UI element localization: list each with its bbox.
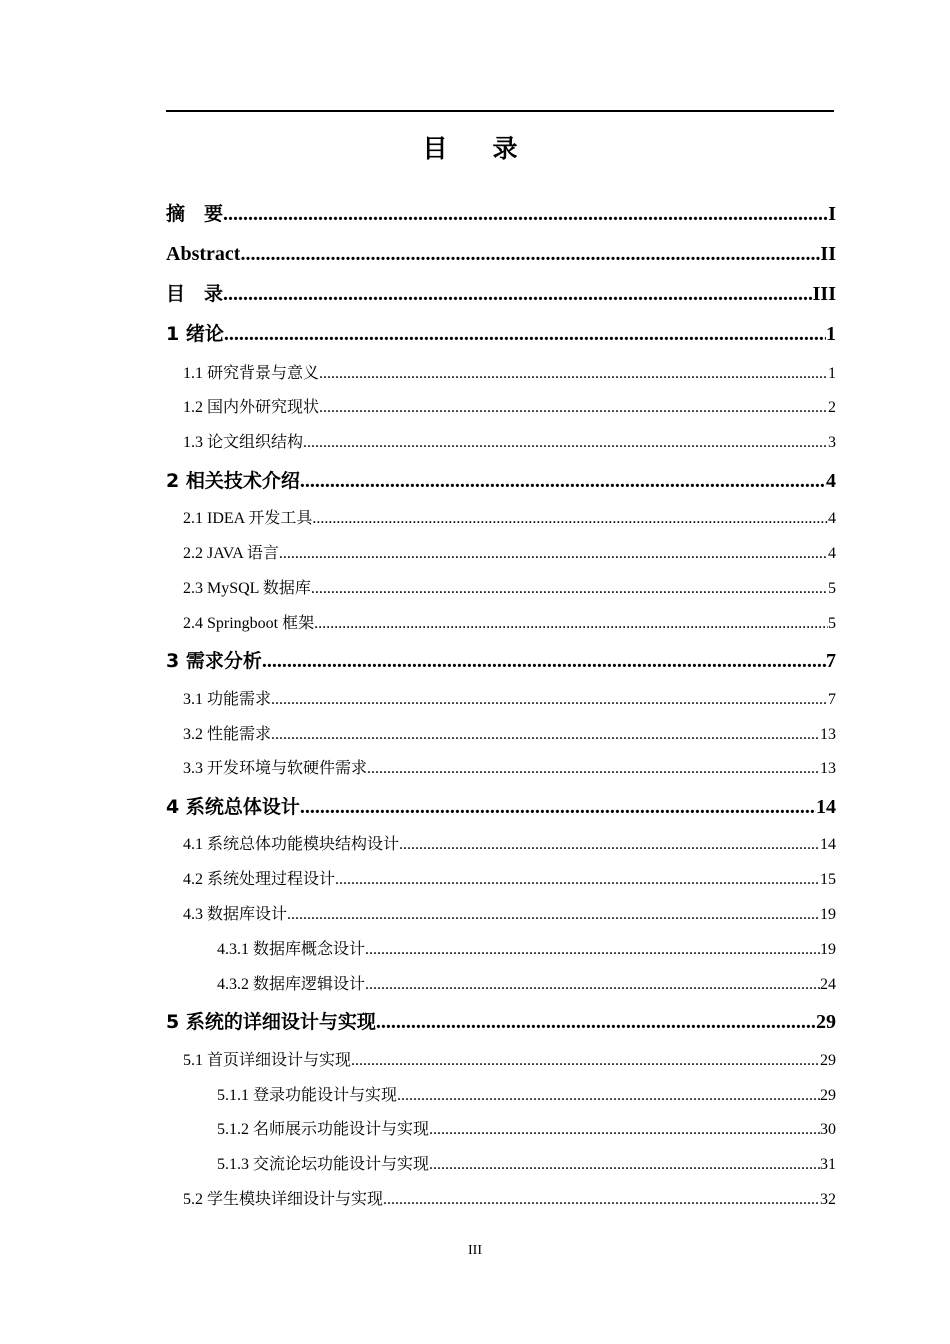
toc-entry-label: 摘 要 <box>166 203 224 225</box>
toc-entry-label: 3.3 开发环境与软硬件需求 <box>183 760 368 777</box>
toc-entry[interactable] <box>166 279 836 309</box>
dot-leader <box>383 1187 820 1213</box>
toc-entry-label: 3.1 功能需求 <box>183 691 272 708</box>
toc-entry[interactable] <box>217 1152 836 1178</box>
toc-entry-page: 5 <box>828 580 836 597</box>
toc-entry-label: 4.2 系统处理过程设计 <box>183 871 336 888</box>
toc-entry[interactable] <box>166 199 836 229</box>
toc-entry[interactable] <box>183 756 836 782</box>
dot-leader <box>314 611 828 637</box>
toc-entry-label: 4.1 系统总体功能模块结构设计 <box>183 836 400 853</box>
dot-leader <box>262 646 826 676</box>
toc-entry-page: 13 <box>820 760 836 777</box>
dot-leader <box>271 722 820 748</box>
toc-entry-page: 19 <box>820 941 836 958</box>
toc-entry[interactable] <box>183 1187 836 1213</box>
toc-entry-page: 32 <box>820 1191 836 1208</box>
toc-entry-page: 13 <box>820 726 836 743</box>
toc-entry-page: 19 <box>820 906 836 923</box>
toc-entry-page: 1 <box>826 323 836 345</box>
toc-entry[interactable] <box>183 430 836 456</box>
toc-entry-page: 24 <box>820 976 836 993</box>
toc-entry-label: 1.2 国内外研究现状 <box>183 399 320 416</box>
dot-leader <box>223 199 828 229</box>
toc-entry-label: 3 需求分析 <box>166 650 262 672</box>
toc-entry-label: 5 系统的详细设计与实现 <box>166 1011 376 1033</box>
toc-entry[interactable] <box>183 902 836 928</box>
page-number-footer: III <box>468 1243 482 1258</box>
toc-entry-label: 2.3 MySQL 数据库 <box>183 580 311 597</box>
toc-entry-page: 2 <box>828 399 836 416</box>
toc-entry-label: 2.1 IDEA 开发工具 <box>183 510 313 527</box>
toc-entry-label: 3.2 性能需求 <box>183 726 272 743</box>
dot-leader <box>319 361 828 387</box>
dot-leader <box>312 506 828 532</box>
toc-entry[interactable] <box>166 792 836 822</box>
dot-leader <box>271 687 828 713</box>
toc-entry-label: 5.2 学生模块详细设计与实现 <box>183 1191 384 1208</box>
toc-entry-label: 5.1 首页详细设计与实现 <box>183 1052 352 1069</box>
toc-entry-label: 1 绪论 <box>166 323 224 345</box>
dot-leader <box>279 541 828 567</box>
toc-entry[interactable] <box>183 611 836 637</box>
dot-leader <box>376 1007 816 1037</box>
toc-entry-label: 1.1 研究背景与意义 <box>183 365 320 382</box>
toc-entry-label: 2.2 JAVA 语言 <box>183 545 279 562</box>
toc-entry[interactable] <box>217 972 836 998</box>
toc-entry-page: 7 <box>828 691 836 708</box>
toc-entry-label: 5.1.1 登录功能设计与实现 <box>217 1087 398 1104</box>
toc-entry-label: 4.3.2 数据库逻辑设计 <box>217 976 366 993</box>
toc-entry[interactable] <box>217 1083 836 1109</box>
toc-entry[interactable] <box>183 361 836 387</box>
toc-entry-label: 目 录 <box>166 283 224 305</box>
toc-entry[interactable] <box>183 867 836 893</box>
toc-entry[interactable] <box>166 1007 836 1037</box>
toc-entry-page: 5 <box>828 615 836 632</box>
dot-leader <box>399 832 820 858</box>
dot-leader <box>300 466 826 496</box>
dot-leader <box>397 1083 820 1109</box>
toc-entry-label: 2.4 Springboot 框架 <box>183 615 315 632</box>
dot-leader <box>223 279 813 309</box>
toc-entry-page: 7 <box>826 650 836 672</box>
dot-leader <box>287 902 820 928</box>
toc-entry-label: Abstract <box>166 243 241 265</box>
toc-entry-page: 29 <box>816 1011 836 1033</box>
toc-entry-label: 4.3 数据库设计 <box>183 906 288 923</box>
dot-leader <box>319 395 828 421</box>
dot-leader <box>335 867 820 893</box>
dot-leader <box>365 972 820 998</box>
toc-entry[interactable] <box>183 832 836 858</box>
dot-leader <box>351 1048 820 1074</box>
toc-entry-page: 31 <box>820 1156 836 1173</box>
toc-entry-page: 29 <box>820 1052 836 1069</box>
toc-entry-page: I <box>828 203 836 225</box>
toc-entry[interactable] <box>183 506 836 532</box>
toc-entry[interactable] <box>217 937 836 963</box>
toc-entry[interactable] <box>183 395 836 421</box>
toc-entry-page: 4 <box>828 510 836 527</box>
dot-leader <box>311 576 828 602</box>
toc-entry-page: 1 <box>828 365 836 382</box>
page-title: 目 录 <box>422 134 528 163</box>
toc-entry[interactable] <box>166 239 836 269</box>
toc-entry-page: 3 <box>828 434 836 451</box>
toc-entry-label: 2 相关技术介绍 <box>166 470 300 492</box>
toc-entry-label: 5.1.3 交流论坛功能设计与实现 <box>217 1156 430 1173</box>
toc-entry[interactable] <box>183 576 836 602</box>
toc-entry-page: 14 <box>820 836 836 853</box>
toc-entry[interactable] <box>183 541 836 567</box>
toc-entry-page: II <box>820 243 836 265</box>
toc-entry-label: 4.3.1 数据库概念设计 <box>217 941 366 958</box>
toc-entry-label: 5.1.2 名师展示功能设计与实现 <box>217 1121 430 1138</box>
toc-entry[interactable] <box>166 319 836 349</box>
toc-entry-page: 29 <box>820 1087 836 1104</box>
toc-entry[interactable] <box>166 646 836 676</box>
dot-leader <box>303 430 828 456</box>
dot-leader <box>429 1152 820 1178</box>
toc-entry[interactable] <box>183 1048 836 1074</box>
dot-leader <box>240 239 820 269</box>
toc-entry-label: 4 系统总体设计 <box>166 796 300 818</box>
dot-leader <box>429 1117 820 1143</box>
toc-entry-page: 30 <box>820 1121 836 1138</box>
dot-leader <box>365 937 820 963</box>
toc-entry-page: III <box>812 283 836 305</box>
toc-entry-page: 15 <box>820 871 836 888</box>
dot-leader <box>300 792 816 822</box>
toc-entry-label: 1.3 论文组织结构 <box>183 434 304 451</box>
dot-leader <box>224 319 826 349</box>
dot-leader <box>367 756 820 782</box>
toc-entry[interactable] <box>183 687 836 713</box>
toc-entry-page: 4 <box>826 470 836 492</box>
toc-entry[interactable] <box>183 722 836 748</box>
toc-entry-page: 4 <box>828 545 836 562</box>
toc-entry[interactable] <box>217 1117 836 1143</box>
toc-entry-page: 14 <box>816 796 836 818</box>
toc-entry[interactable] <box>166 466 836 496</box>
